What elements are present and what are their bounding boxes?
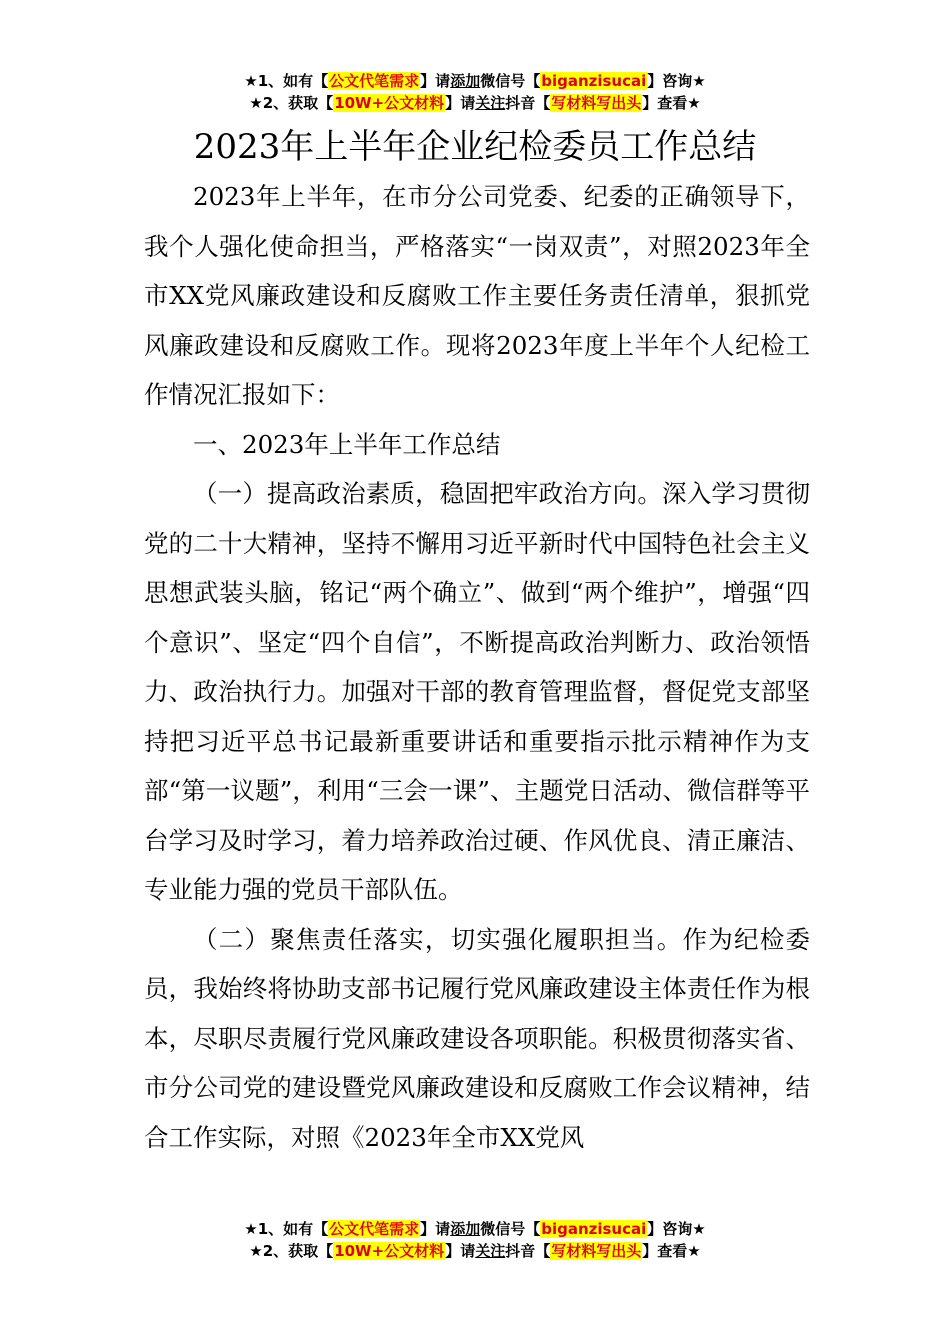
paragraph-intro: 2023年上半年，在市分公司党委、纪委的正确领导下，我个人强化使命担当，严格落实“一岗双责”，对照2023年全市XX党风廉政建设和反腐败工作主要任务责任清单，狠抓党风廉政建设和反腐败工作。现将2023年度上半年个人纪检工作情况汇报如下： [144,182,810,409]
promo-text: ★2、获取【 [249,1242,334,1260]
promo-highlight: 10W+公文材料 [334,1242,445,1260]
promo-line-2 [0,92,950,114]
promo-highlight: 写材料写出头 [551,1242,642,1260]
promo-text: ★2、获取【 [249,94,334,112]
promo-line-1 [0,1218,950,1240]
promo-highlight: biganzisucai [541,1220,647,1238]
promo-highlight: 公文代笔需求 [329,72,420,90]
promo-text: 抖音【 [505,94,551,112]
promo-text: 】咨询★ [647,72,706,90]
paragraph-responsibility: （二）聚焦责任落实，切实强化履职担当。作为纪检委员，我始终将协助支部书记履行党风廉政建设主体责任作为根本，尽职尽责履行党风廉政建设各项职能。积极贯彻落实省、市分公司党的建设暨党风廉政建设和反腐败工作会议精神，结合工作实际，对照《2023年全市XX党风 [144,924,810,1152]
section-heading: 一、2023年上半年工作总结 [193,429,501,459]
promo-highlight: 写材料写出头 [551,94,642,112]
paragraph-political-quality: （一）提高政治素质，稳固把牢政治方向。深入学习贯彻党的二十大精神，坚持不懈用习近平新时代中国特色社会主义思想武装头脑，铭记“两个确立”、做到“两个维护”，增强“四个意识”、坚定“四个自信”，不断提高政治判断力、政治领悟力、政治执行力。加强对干部的教育管理监督，督促党支部坚持把习近平总书记最新重要讲话和重要指示批示精神作为支部“第一议题”，利用“三会一课”、主题党日活动、微信群等平台学习及时学习，着力培养政治过硬、作风优良、清正廉洁、专业能力强的党员干部队伍。 [144,479,810,904]
promo-text: 】查看★ [642,1242,701,1260]
promo-text: ★1、如有【 [244,72,329,90]
promo-text: 】请 [445,94,476,112]
promo-text: 】咨询★ [647,1220,706,1238]
document-title: 2023年上半年企业纪检委员工作总结 [193,127,757,167]
promo-banner-bottom [0,1218,950,1262]
promo-underline: 关注 [475,94,506,112]
promo-banner-top [0,70,950,114]
promo-text: 】查看★ [642,94,701,112]
promo-line-2 [0,1240,950,1262]
promo-underline: 添加 [450,72,481,90]
promo-text: 】请 [445,1242,476,1260]
promo-text: 】请 [420,72,451,90]
promo-text: 微信号【 [480,1220,541,1238]
promo-underline: 添加 [450,1220,481,1238]
promo-highlight: biganzisucai [541,72,647,90]
promo-highlight: 公文代笔需求 [329,1220,420,1238]
promo-line-1 [0,70,950,92]
promo-text: 】请 [420,1220,451,1238]
promo-text: 抖音【 [505,1242,551,1260]
promo-text: 微信号【 [480,72,541,90]
promo-underline: 关注 [475,1242,506,1260]
promo-highlight: 10W+公文材料 [334,94,445,112]
promo-text: ★1、如有【 [244,1220,329,1238]
document-body [144,172,810,1162]
